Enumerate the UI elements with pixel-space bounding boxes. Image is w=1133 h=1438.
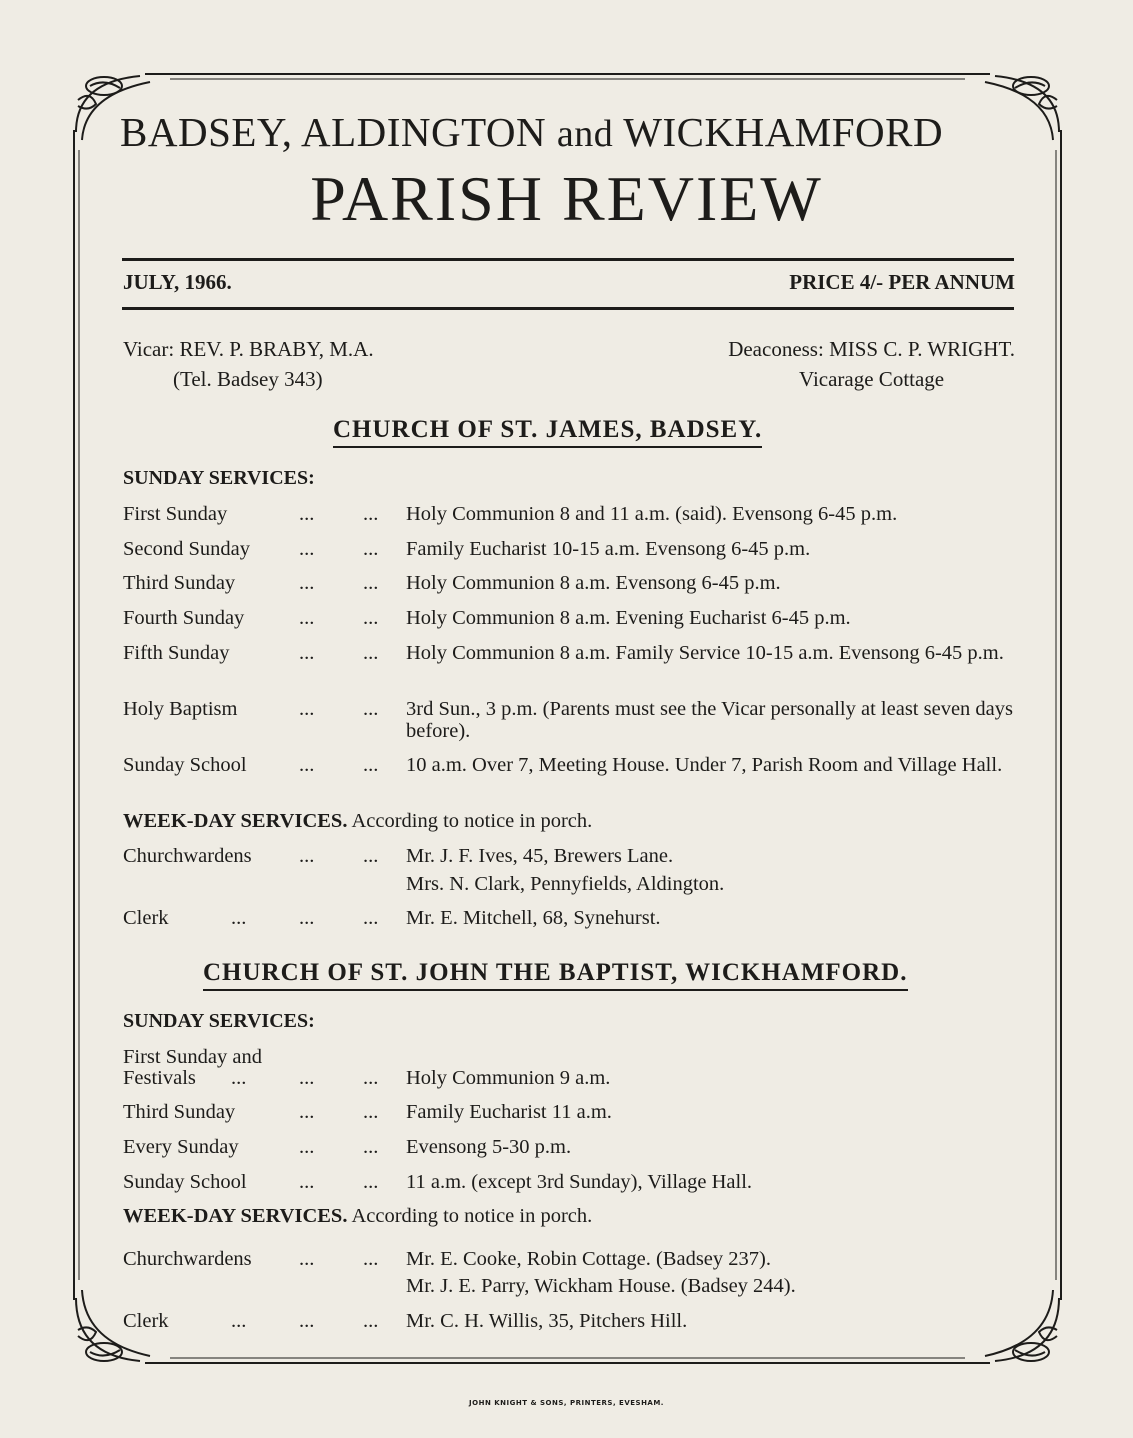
leader-dots: ... [299, 607, 315, 629]
clerk-label: Clerk [123, 907, 169, 929]
churchwarden-1: Mr. J. F. Ives, 45, Brewers Lane. [406, 845, 674, 867]
leader-dots: ... [363, 1248, 379, 1270]
weekday-label: WEEK-DAY SERVICES. [123, 1205, 348, 1227]
service-label: Sunday School [123, 1171, 247, 1193]
leader-dots: ... [363, 845, 379, 867]
masthead-title-and: and [556, 113, 614, 155]
service-value: 10 a.m. Over 7, Meeting House. Under 7, Parish Room and Village Hall. [406, 754, 1003, 776]
leader-dots: ... [363, 503, 379, 525]
masthead-title-line1 [120, 108, 1020, 156]
service-value: Evensong 5-30 p.m. [406, 1136, 572, 1158]
service-label: First Sunday and [123, 1046, 262, 1068]
leader-dots: ... [299, 572, 315, 594]
deaconess-block [728, 334, 1015, 394]
churchwarden-1: Mr. E. Cooke, Robin Cottage. (Badsey 237). [406, 1248, 771, 1270]
wickhamford-weekday-services [123, 1205, 592, 1228]
issue-date: JULY, 1966. [123, 270, 232, 294]
churchwardens-label: Churchwardens [123, 1248, 252, 1270]
leader-dots: ... [363, 1171, 379, 1193]
masthead-title-part1: BADSEY, ALDINGTON [120, 109, 557, 155]
service-value: Holy Communion 8 a.m. Evensong 6-45 p.m. [406, 572, 781, 594]
service-value: 3rd Sun., 3 p.m. (Parents must see the Vicar personally at least seven days before). [406, 698, 1013, 742]
masthead-title-line2: PARISH REVIEW [310, 163, 823, 234]
clerk-label: Clerk [123, 1310, 169, 1332]
service-label: Third Sunday [123, 1101, 236, 1123]
service-value: Holy Communion 9 a.m. [406, 1067, 611, 1089]
leader-dots: ... [363, 642, 379, 664]
vicar-block [123, 334, 374, 394]
leader-dots: ... [363, 1136, 379, 1158]
leader-dots: ... [363, 1067, 379, 1089]
badsey-heading: CHURCH OF ST. JAMES, BADSEY. [333, 415, 762, 448]
leader-dots: ... [363, 1310, 379, 1332]
clerk-name: Mr. E. Mitchell, 68, Synehurst. [406, 907, 661, 929]
leader-dots: ... [231, 907, 247, 929]
service-label: Every Sunday [123, 1136, 239, 1158]
leader-dots: ... [363, 698, 379, 720]
service-label: Festivals [123, 1067, 196, 1089]
leader-dots: ... [299, 1171, 315, 1193]
leader-dots: ... [363, 572, 379, 594]
service-value: Holy Communion 8 a.m. Evening Eucharist 6-45 p.m. [406, 607, 851, 629]
churchwarden-2: Mr. J. E. Parry, Wickham House. (Badsey 244). [406, 1275, 796, 1297]
deaconess-address: Vicarage Cottage [799, 367, 945, 391]
masthead-rule-top [122, 258, 1014, 261]
weekday-text: According to notice in porch. [347, 1205, 593, 1227]
masthead-rule-bottom [122, 307, 1014, 310]
service-label: Third Sunday [123, 572, 236, 594]
service-label: Holy Baptism [123, 698, 238, 720]
masthead-title-part2: WICKHAMFORD [613, 109, 944, 155]
service-value: Family Eucharist 11 a.m. [406, 1101, 612, 1123]
service-label: Fifth Sunday [123, 642, 230, 664]
service-value: Holy Communion 8 a.m. Family Service 10-15 a.m. Evensong 6-45 p.m. [406, 642, 1004, 664]
wickhamford-heading: CHURCH OF ST. JOHN THE BAPTIST, WICKHAMFORD. [203, 958, 908, 991]
leader-dots: ... [299, 1101, 315, 1123]
service-value: Holy Communion 8 and 11 a.m. (said). Evensong 6-45 p.m. [406, 503, 898, 525]
printer-imprint: JOHN KNIGHT & SONS, PRINTERS, EVESHAM. [469, 1399, 664, 1407]
weekday-label: WEEK-DAY SERVICES. [123, 810, 348, 832]
service-label: Second Sunday [123, 538, 250, 560]
vicar-telephone: (Tel. Badsey 343) [173, 367, 323, 391]
leader-dots: ... [363, 1101, 379, 1123]
leader-dots: ... [299, 538, 315, 560]
leader-dots: ... [299, 907, 315, 929]
leader-dots: ... [299, 642, 315, 664]
leader-dots: ... [299, 1248, 315, 1270]
service-value: Family Eucharist 10-15 a.m. Evensong 6-45 p.m. [406, 538, 811, 560]
service-label: First Sunday [123, 503, 228, 525]
deaconess-name: Deaconess: MISS C. P. WRIGHT. [728, 337, 1015, 361]
price: PRICE 4/- PER ANNUM [789, 270, 1015, 294]
leader-dots: ... [299, 698, 315, 720]
leader-dots: ... [299, 1067, 315, 1089]
leader-dots: ... [363, 907, 379, 929]
vicar-name: Vicar: REV. P. BRABY, M.A. [123, 337, 374, 361]
leader-dots: ... [231, 1067, 247, 1089]
badsey-weekday-services [123, 810, 592, 833]
leader-dots: ... [299, 503, 315, 525]
churchwarden-2: Mrs. N. Clark, Pennyfields, Aldington. [406, 873, 725, 895]
leader-dots: ... [299, 845, 315, 867]
service-label: Sunday School [123, 754, 247, 776]
clerk-name: Mr. C. H. Willis, 35, Pitchers Hill. [406, 1310, 688, 1332]
leader-dots: ... [299, 1310, 315, 1332]
leader-dots: ... [363, 538, 379, 560]
weekday-text: According to notice in porch. [347, 810, 593, 832]
service-value: 11 a.m. (except 3rd Sunday), Village Hall. [406, 1171, 753, 1193]
leader-dots: ... [363, 607, 379, 629]
service-label: Fourth Sunday [123, 607, 245, 629]
churchwardens-label: Churchwardens [123, 845, 252, 867]
leader-dots: ... [299, 754, 315, 776]
leader-dots: ... [363, 754, 379, 776]
wickhamford-sunday-heading: SUNDAY SERVICES: [123, 1010, 315, 1032]
badsey-sunday-heading: SUNDAY SERVICES: [123, 467, 315, 489]
leader-dots: ... [231, 1310, 247, 1332]
leader-dots: ... [299, 1136, 315, 1158]
